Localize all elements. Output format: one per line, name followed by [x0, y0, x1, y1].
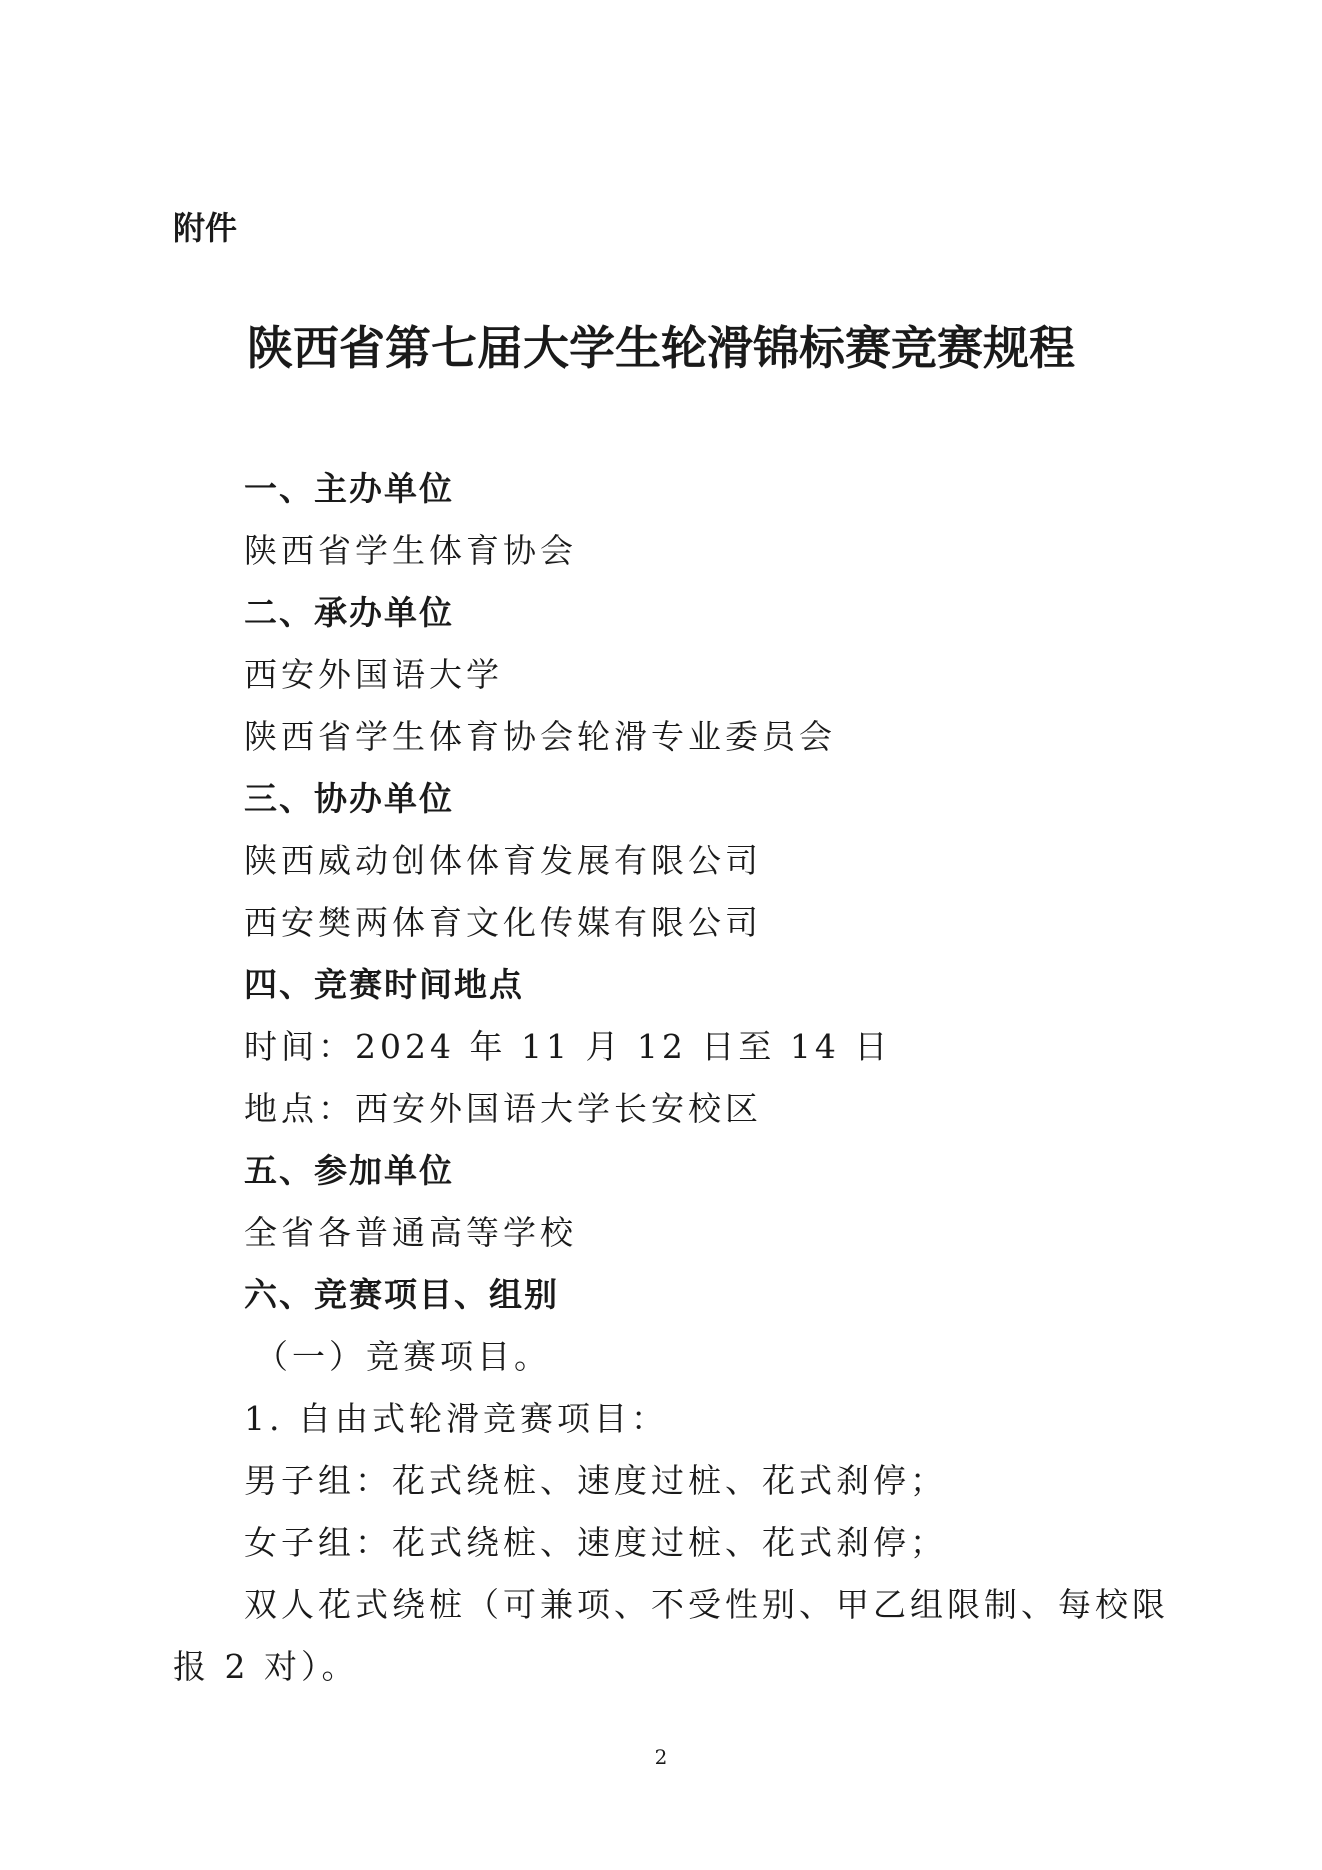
section-heading: 五、参加单位 — [244, 1151, 454, 1190]
document-body — [173, 458, 1173, 1698]
section-heading: 三、协办单位 — [244, 779, 454, 818]
body-line: 男子组：花式绕桩、速度过桩、花式刹停； — [244, 1461, 947, 1500]
body-line: 陕西省学生体育协会 — [244, 531, 577, 570]
body-line: 西安樊两体育文化传媒有限公司 — [244, 903, 762, 942]
body-line: 地点：西安外国语大学长安校区 — [244, 1089, 762, 1128]
section-heading: 一、主办单位 — [244, 469, 454, 508]
body-line: 陕西省学生体育协会轮滑专业委员会 — [244, 717, 836, 756]
body-line: 全省各普通高等学校 — [244, 1213, 577, 1252]
body-line-continuation: 报 2 对）。 — [173, 1647, 359, 1686]
document-title: 陕西省第七届大学生轮滑锦标赛竞赛规程 — [247, 321, 1075, 375]
subsection-heading: （一）竞赛项目。 — [255, 1337, 551, 1376]
section-heading: 四、竞赛时间地点 — [244, 965, 524, 1004]
body-line: 时间：2024 年 11 月 12 日至 14 日 — [244, 1027, 892, 1066]
body-line: 女子组：花式绕桩、速度过桩、花式刹停； — [244, 1523, 947, 1562]
body-line: 陕西威动创体体育发展有限公司 — [244, 841, 762, 880]
page-number: 2 — [654, 1745, 668, 1769]
attachment-label: 附件 — [173, 209, 238, 247]
body-line: 1. 自由式轮滑竞赛项目： — [244, 1399, 668, 1438]
section-heading: 二、承办单位 — [244, 593, 454, 632]
section-heading: 六、竞赛项目、组别 — [244, 1275, 559, 1314]
body-line: 西安外国语大学 — [244, 655, 503, 694]
body-line: 双人花式绕桩（可兼项、不受性别、甲乙组限制、每校限 — [244, 1585, 1169, 1624]
